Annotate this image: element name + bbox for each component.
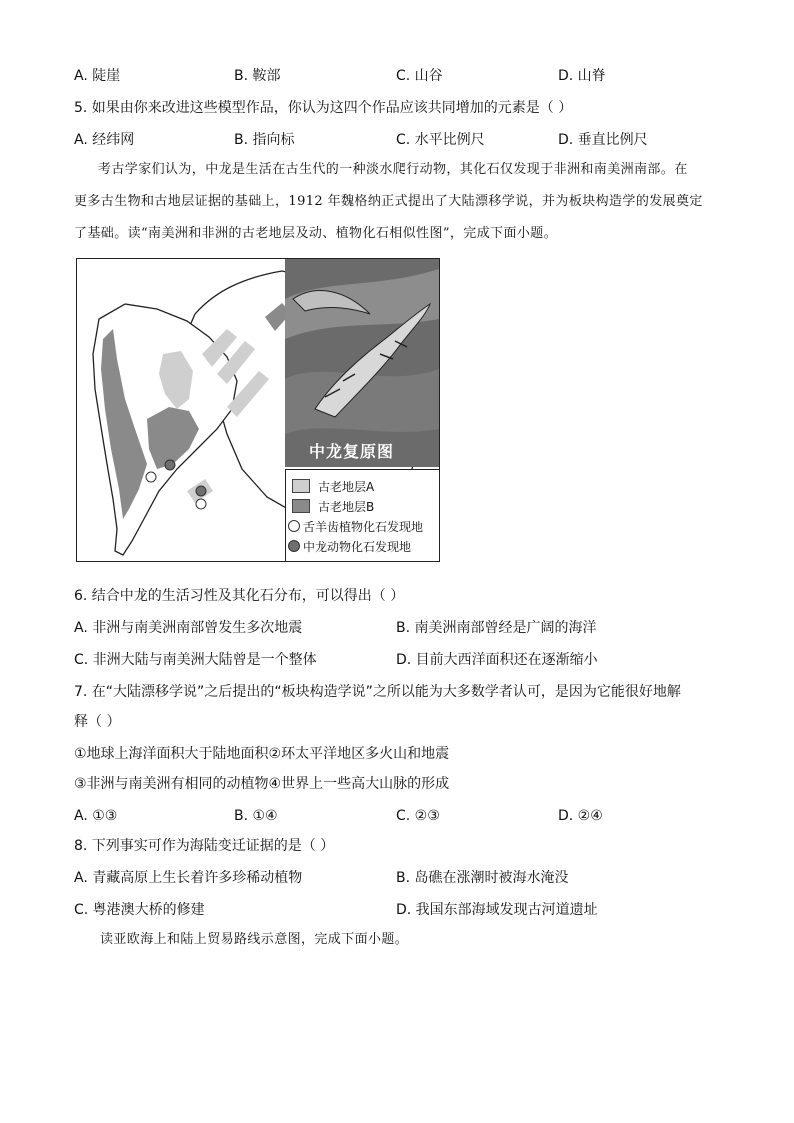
intro2: 读亚欧海上和陆上贸易路线示意图，完成下面小题。 xyxy=(100,932,409,947)
intro1-line3: 了基础。读“南美洲和非洲的古老地层及动、植物化石相似性图”，完成下面小题。 xyxy=(74,226,558,241)
legend-swatch-a xyxy=(292,479,310,493)
q4-option-b: B. 鞍部 xyxy=(234,68,281,84)
q8-option-a: A. 青藏高原上生长着许多珍稀动植物 xyxy=(74,870,303,886)
mesosaurus-reconstruction-image xyxy=(285,259,439,467)
legend-layer-a xyxy=(292,478,374,496)
q7-stem-line2: 释（ ） xyxy=(74,714,121,730)
q7-stem-line1: 7. 在“大陆漂移学说”之后提出的“板块构造学说”之所以能为大多数学者认可，是因为它能很好地解 xyxy=(74,684,681,700)
fern-fossil-site-2 xyxy=(196,499,206,509)
layer-b-south-america-2 xyxy=(147,407,199,469)
legend-dot-mesosaurus xyxy=(288,540,300,552)
intro1-line2: 更多古生物和古地层证据的基础上，1912 年魏格纳正式提出了大陆漂移学说，并为板块构造学的发展奠定 xyxy=(74,194,703,209)
q5-option-c: C. 水平比例尺 xyxy=(396,132,485,148)
q7-option-b: B. ①④ xyxy=(234,808,278,824)
q6-options-row2 xyxy=(74,650,734,670)
q6-options-row1 xyxy=(74,618,734,638)
fossil-similarity-figure xyxy=(76,258,440,562)
q8-stem: 8. 下列事实可作为海陆变迁证据的是（ ） xyxy=(74,838,335,854)
q6-option-c: C. 非洲大陆与南美洲大陆曾是一个整体 xyxy=(74,652,317,668)
legend-fern-fossil xyxy=(288,518,423,536)
q6-stem: 6. 结合中龙的生活习性及其化石分布，可以得出（ ） xyxy=(74,588,405,604)
q8-option-b: B. 岛礁在涨潮时被海水淹没 xyxy=(396,870,569,886)
legend-label-fern: 舌羊齿植物化石发现地 xyxy=(303,520,424,534)
q7-option-d: D. ②④ xyxy=(558,808,603,824)
mesosaurus-drawing xyxy=(285,259,439,467)
q7-items-line2: ③非洲与南美洲有相同的动植物④世界上一些高大山脉的形成 xyxy=(74,776,450,792)
q6-option-d: D. 目前大西洋面积还在逐渐缩小 xyxy=(396,652,598,668)
reconstruction-title: 中龙复原图 xyxy=(309,442,395,461)
q4-option-a: A. 陡崖 xyxy=(74,68,121,84)
q6-option-b: B. 南美洲南部曾经是广阔的海洋 xyxy=(396,620,597,636)
legend-label-a: 古老地层A xyxy=(318,480,375,494)
q5-option-a: A. 经纬网 xyxy=(74,132,135,148)
intro1-line1: 考古学家们认为，中龙是生活在古生代的一种淡水爬行动物，其化石仅发现于非洲和南美洲南部。在 xyxy=(98,162,688,177)
q5-option-d: D. 垂直比例尺 xyxy=(558,132,648,148)
legend-label-b: 古老地层B xyxy=(318,500,375,514)
mesosaurus-fossil-site-1 xyxy=(165,460,175,470)
q8-option-d: D. 我国东部海域发现古河道遗址 xyxy=(396,902,598,918)
q5-options xyxy=(74,130,734,150)
q5-stem: 5. 如果由你来改进这些模型作品，你认为这四个作品应该共同增加的元素是（ ） xyxy=(74,100,573,116)
q7-option-a: A. ①③ xyxy=(74,808,118,824)
legend-layer-b xyxy=(292,498,374,516)
q5-option-b: B. 指向标 xyxy=(234,132,295,148)
q7-options xyxy=(74,806,734,826)
q8-option-c: C. 粤港澳大桥的修建 xyxy=(74,902,205,918)
q4-options xyxy=(74,66,734,86)
map-legend xyxy=(285,469,439,561)
legend-dot-fern xyxy=(288,520,300,532)
mesosaurus-fossil-site-2 xyxy=(196,486,206,496)
q6-option-a: A. 非洲与南美洲南部曾发生多次地震 xyxy=(74,620,303,636)
q7-items-line1: ①地球上海洋面积大于陆地面积②环太平洋地区多火山和地震 xyxy=(74,746,450,762)
fern-fossil-site-1 xyxy=(146,472,156,482)
legend-label-mesosaurus: 中龙动物化石发现地 xyxy=(303,540,412,554)
q8-options-row2 xyxy=(74,900,734,920)
q8-options-row1 xyxy=(74,868,734,888)
q4-option-d: D. 山脊 xyxy=(558,68,606,84)
legend-swatch-b xyxy=(292,499,310,513)
q4-option-c: C. 山谷 xyxy=(396,68,443,84)
legend-mesosaurus-fossil xyxy=(288,538,411,556)
q7-option-c: C. ②③ xyxy=(396,808,440,824)
